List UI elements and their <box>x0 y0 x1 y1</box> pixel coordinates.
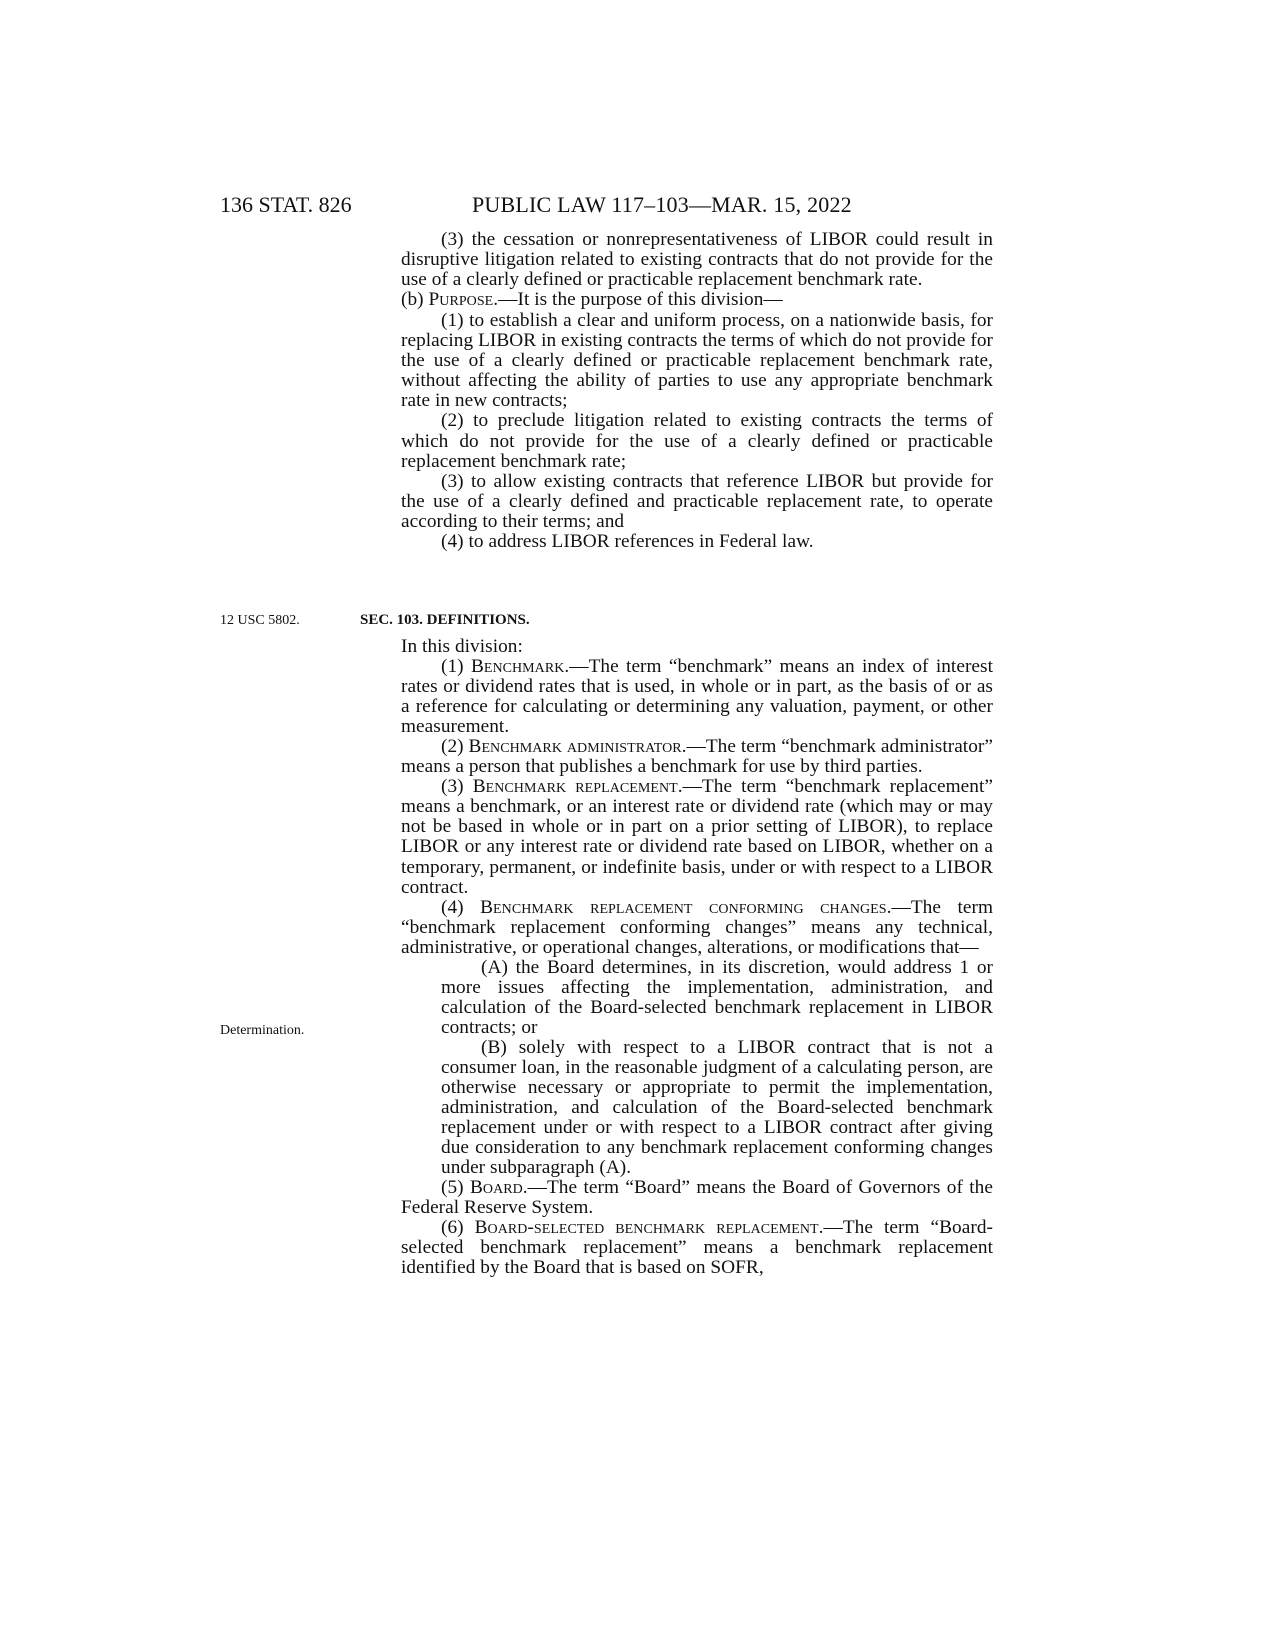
definition-1 <box>401 657 993 737</box>
definition-4-number: (4) <box>441 896 481 918</box>
definition-4-text: .—The term “benchmark replacement conforming changes” means any technical, administrative, or operational changes, alterations, or modifications that— <box>401 896 993 958</box>
purpose-paragraph-1: (1) to establish a clear and uniform process, on a nationwide basis, for replacing LIBOR in existing contracts the terms of which do not provide for the use of a clearly defined or practicable replacement benchmark rate, without affecting the ability of parties to use any appropriate benchmark rate in new contracts; <box>401 309 993 412</box>
margin-note-usc: 12 USC 5802. <box>220 613 300 628</box>
definition-6 <box>401 1218 993 1278</box>
definition-5 <box>401 1178 993 1218</box>
definition-1-text: .—The term “benchmark” means an index of interest rates or dividend rates that is used, in whole or in part, as the basis of or as a reference for calculating or determining any valuation, payment, or other measurement. <box>401 656 993 738</box>
finding-paragraph-3: (3) the cessation or nonrepresentativeness of LIBOR could result in disruptive litigation related to existing contracts that do not provide for the use of a clearly defined or practicable replacement benchmark rate. <box>401 229 993 291</box>
purpose-label-prefix: (b) <box>401 289 429 311</box>
definition-1-number: (1) <box>441 656 471 678</box>
definition-5-text: .—The term “Board” means the Board of Governors of the Federal Reserve System. <box>401 1177 993 1219</box>
running-head-title: PUBLIC LAW 117–103—MAR. 15, 2022 <box>472 192 852 217</box>
definition-2-number: (2) <box>441 736 469 758</box>
definition-2-text: .—The term “benchmark administrator” means a person that publishes a benchmark for use by third parties. <box>401 736 993 778</box>
definition-4-subparagraph-b: (B) solely with respect to a LIBOR contract that is not a consumer loan, in the reasonable judgment of a calculating person, are otherwise necessary or appropriate to permit the implementation, administration, and calculation of the Board-selected benchmark replacement under or with respect to a LIBOR contract after giving due consideration to any benchmark replacement conforming changes under subparagraph (A). <box>441 1036 993 1179</box>
purpose-label-suffix: .—It is the purpose of this division— <box>493 289 783 311</box>
purpose-paragraph-2: (2) to preclude litigation related to existing contracts the terms of which do not provide for the use of a clearly defined or practicable replacement benchmark rate; <box>401 410 993 472</box>
section-heading: SEC. 103. DEFINITIONS. <box>360 612 530 628</box>
definition-4-term: Benchmark replacement conforming changes <box>480 896 887 918</box>
purpose-paragraph-3: (3) to allow existing contracts that reference LIBOR but provide for the use of a clearly defined and practicable replacement rate, to operate according to their terms; and <box>401 470 993 533</box>
definitions-body <box>401 637 993 1279</box>
definition-4 <box>401 898 993 958</box>
definition-3-text: .—The term “benchmark replacement” means a benchmark, or an interest rate or dividend rate (which may or may not be based in whole or in part on a prior setting of LIBOR), to replace LIBOR or any interest rate or dividend rate based on LIBOR, whether on a temporary, permanent, or indefinite basis, under or with respect to a LIBOR contract. <box>401 776 993 898</box>
definition-2 <box>401 737 993 777</box>
definition-5-term: Board <box>470 1177 523 1199</box>
definitions-intro: In this division: <box>401 636 523 657</box>
definition-6-number: (6) <box>441 1217 475 1239</box>
purpose-heading <box>401 290 993 310</box>
margin-note-determination: Determination. <box>220 1023 305 1038</box>
definition-6-text: .—The term “Board-selected benchmark replacement” means a benchmark replacement identified by the Board that is based on SOFR, <box>401 1217 993 1279</box>
definition-3-term: Benchmark replacement <box>472 776 678 798</box>
definition-3-number: (3) <box>441 776 473 798</box>
definition-4-subparagraph-a: (A) the Board determines, in its discretion, would address 1 or more issues affecting the implementation, administration, and calculation of the Board-selected benchmark replacement in LIBOR contracts; or <box>441 956 993 1038</box>
definition-2-term: Benchmark administrator <box>468 736 682 758</box>
definition-1-term: Benchmark <box>470 656 565 678</box>
definition-6-term: Board-selected benchmark replacement <box>474 1217 819 1239</box>
statute-page-number: 136 STAT. 826 <box>220 192 352 217</box>
purpose-label: Purpose <box>428 289 494 311</box>
body-text-top <box>401 230 993 553</box>
page-header <box>0 188 1275 222</box>
definition-3 <box>401 777 993 897</box>
definition-5-number: (5) <box>441 1177 470 1199</box>
purpose-paragraph-4: (4) to address LIBOR references in Federal law. <box>441 531 814 553</box>
